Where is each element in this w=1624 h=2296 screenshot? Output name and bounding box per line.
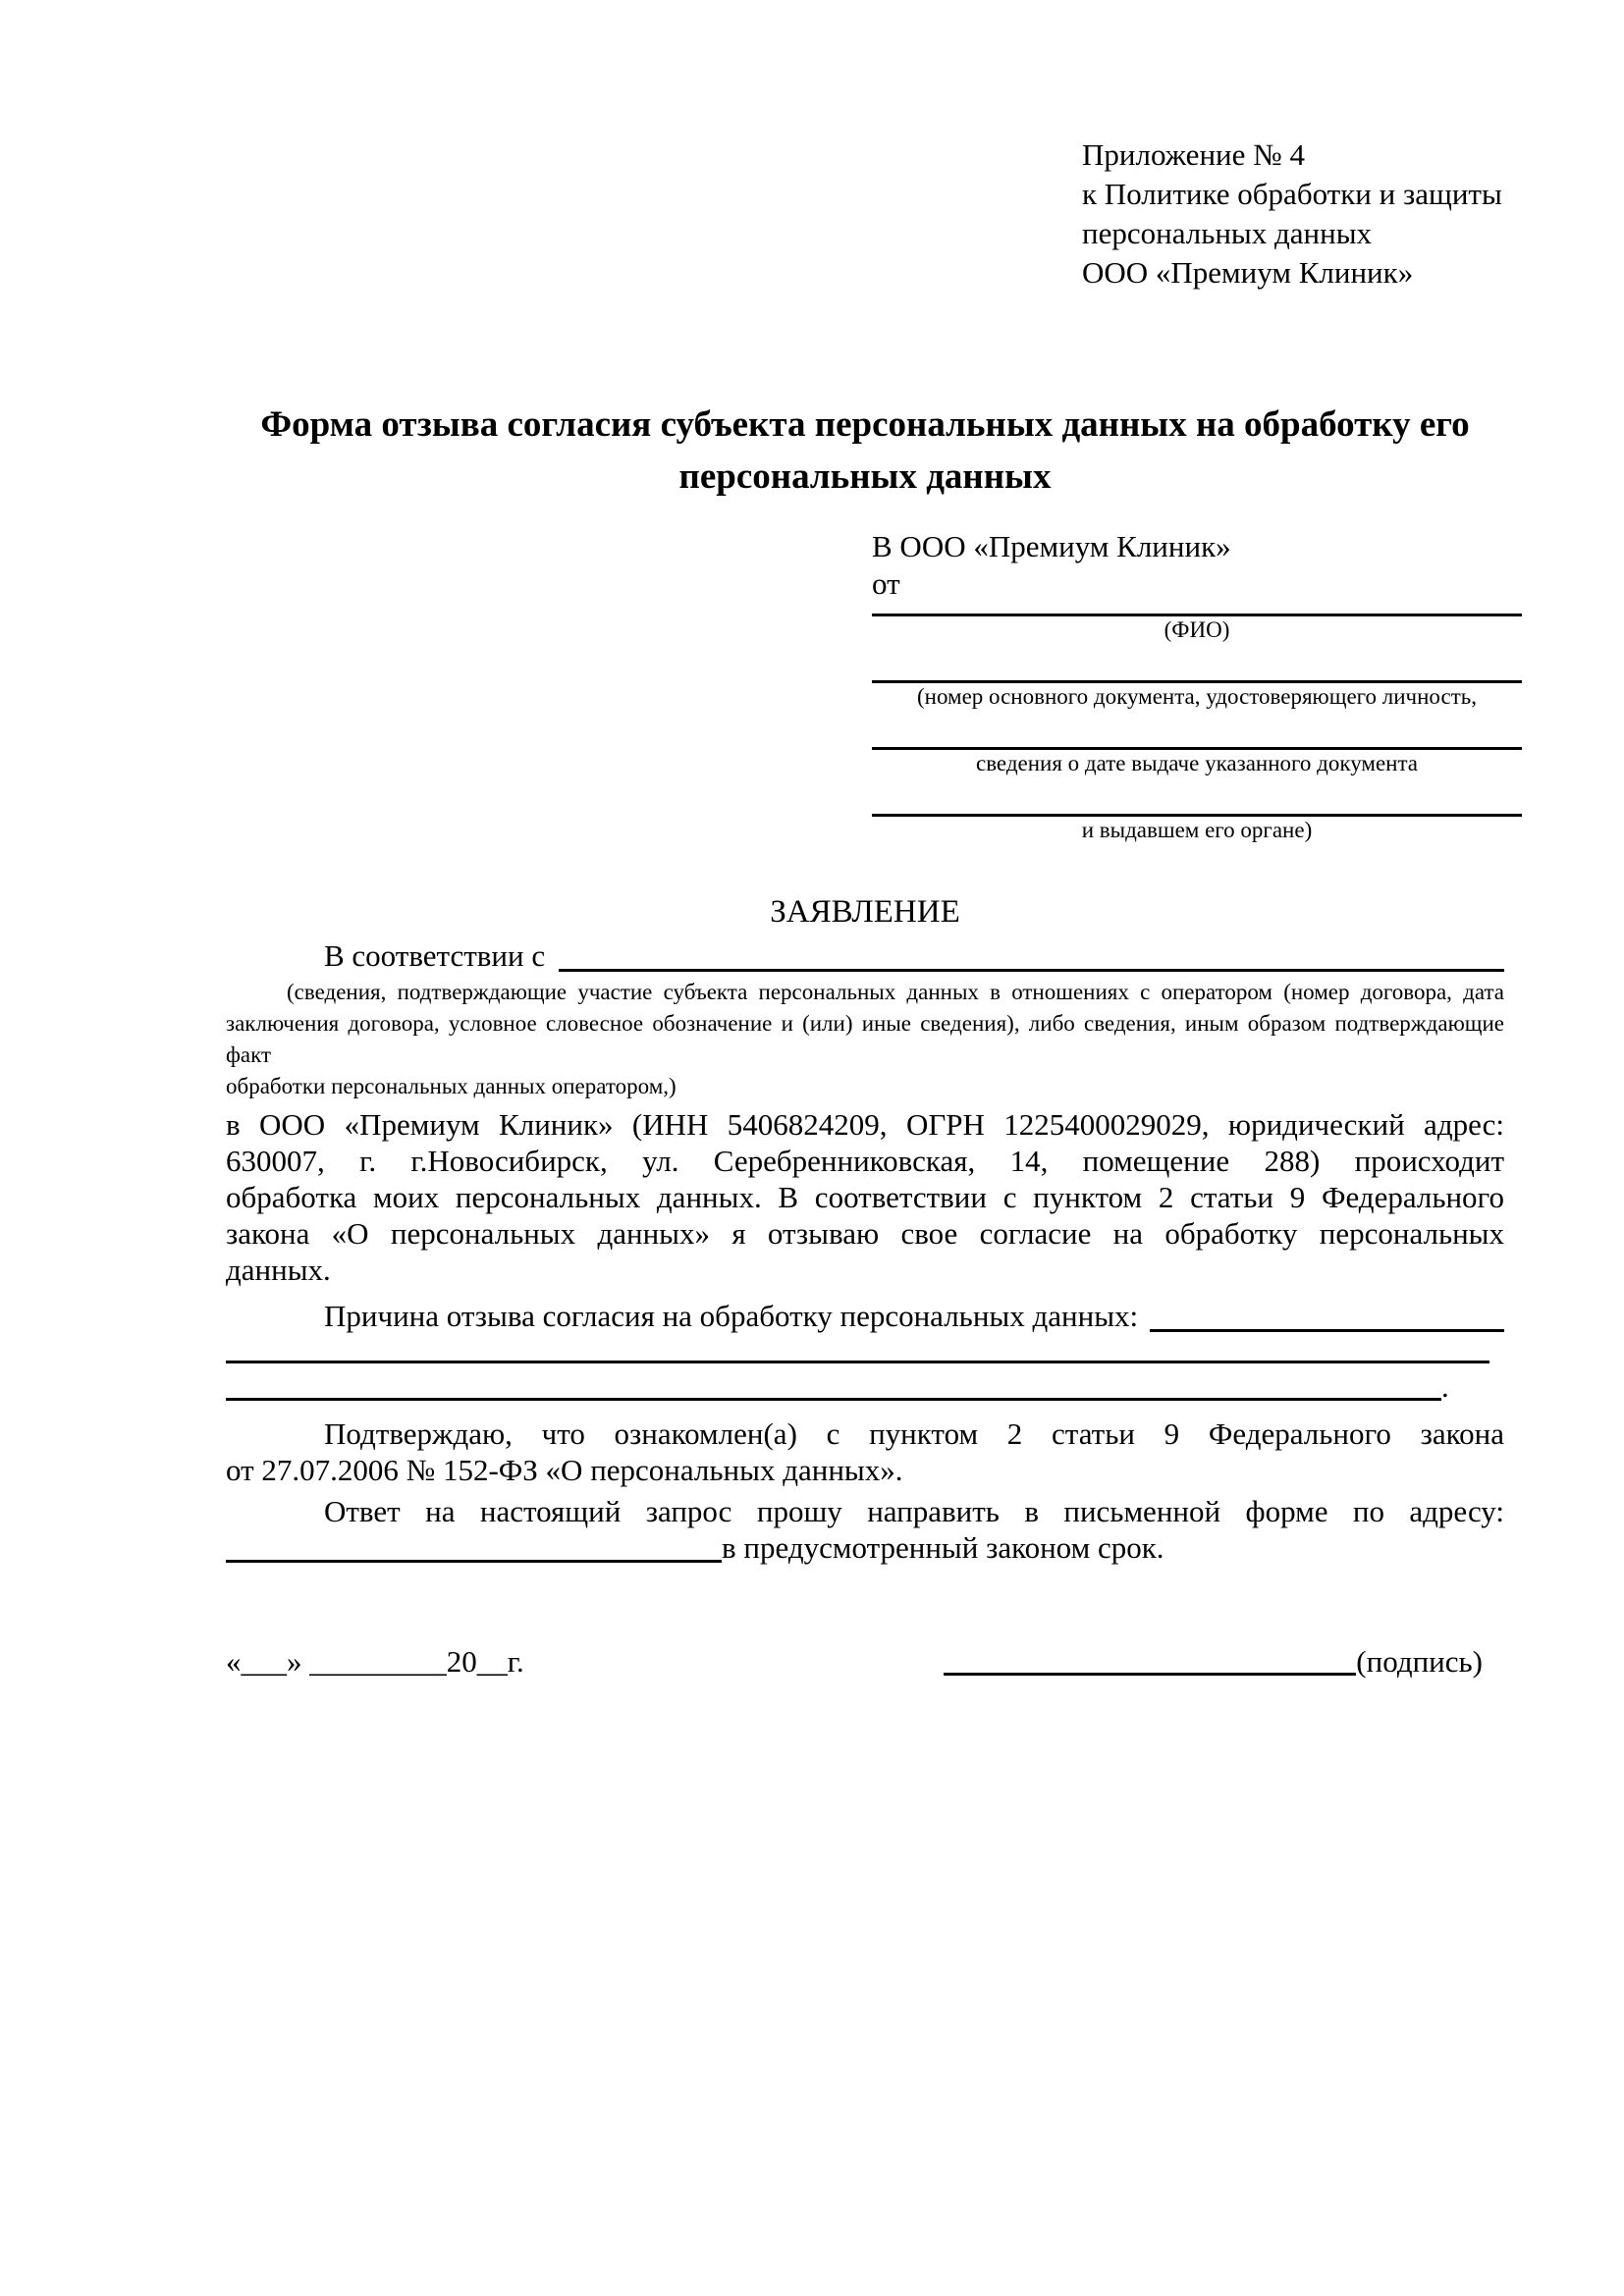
issue-date-caption: сведения о дате выдаче указанного документа — [975, 751, 1419, 775]
accordance-input-line[interactable] — [559, 937, 1504, 972]
response-request-line: Ответ на настоящий запрос прошу направить в письменной форме по адресу: — [324, 1494, 1504, 1528]
appendix-note-line: Приложение № 4 — [1082, 137, 1305, 172]
date-input-line[interactable]: «___» _________20__г. — [226, 1644, 524, 1679]
confirmation-line: Подтверждаю, что ознакомлен(а) с пунктом 2 статьи 9 Федерального закона — [324, 1416, 1504, 1451]
accordance-prefix: В соответствии с — [324, 938, 546, 973]
document-title: Форма отзыва согласия субъекта персональных данных на обработку его персональных данных — [260, 404, 1470, 497]
accordance-line — [226, 937, 1504, 975]
addressee-to: В ООО «Премиум Клиник» — [872, 529, 1231, 563]
intro-note-line: (сведения, подтверждающие участие субъекта персональных данных в отношениях с оператором (номер договора, дата — [287, 980, 1504, 1004]
statement-body — [226, 1106, 1504, 1288]
statement-body-line: в ООО «Премиум Клиник» (ИНН 5406824209, ОГРН 1225400029029, юридический адрес: — [226, 1107, 1504, 1142]
reason-input-line[interactable] — [1150, 1298, 1504, 1332]
reason-continuation-row — [226, 1367, 1504, 1404]
appendix-note-line: к Политике обработки и защиты — [1082, 177, 1502, 211]
signature-group — [944, 1642, 1483, 1681]
appendix-note — [1082, 135, 1504, 293]
response-address-input-line[interactable] — [226, 1529, 722, 1563]
statement-body-line: обработка моих персональных данных. В соответствии с пунктом 2 статьи 9 Федерального — [226, 1180, 1504, 1214]
intro-note — [226, 977, 1504, 1102]
issue-date-input-line[interactable] — [872, 710, 1522, 750]
statement-body-line: данных. — [226, 1253, 331, 1287]
appendix-note-line: ООО «Премиум Клиник» — [1082, 255, 1414, 290]
intro-note-line: обработки персональных данных оператором,) — [226, 1074, 677, 1098]
document-number-input-line[interactable] — [872, 643, 1522, 683]
signature-caption: (подпись) — [1356, 1644, 1483, 1679]
appendix-note-line: персональных данных — [1082, 216, 1373, 250]
statement-body-line: закона «О персональных данных» я отзываю свое согласие на обработку персональных — [226, 1216, 1504, 1251]
confirmation-line: от 27.07.2006 № 152-ФЗ «О персональных данных». — [226, 1453, 903, 1487]
document-content — [226, 0, 1504, 1681]
response-paragraph — [226, 1493, 1504, 1566]
statement-body-line: 630007, г. г.Новосибирск, ул. Серебренниковская, 14, помещение 288) происходит — [226, 1144, 1504, 1178]
response-deadline-text: в предусмотренный законом срок. — [722, 1530, 1164, 1565]
reason-label: Причина отзыва согласия на обработку персональных данных: — [324, 1299, 1139, 1333]
response-address-row — [226, 1529, 1504, 1566]
fio-caption: (ФИО) — [1164, 617, 1230, 642]
intro-note-line: заключения договора, условное словесное обозначение и (или) иные сведения), либо сведения, иным образом подтверждающие факт — [226, 1011, 1504, 1067]
reason-continuation-line-2[interactable] — [226, 1367, 1441, 1401]
addressee-from-label: от — [872, 566, 900, 601]
issuing-authority-input-line[interactable] — [872, 776, 1522, 817]
reason-line — [226, 1298, 1504, 1335]
statement-heading: ЗАЯВЛЕНИЕ — [770, 894, 960, 930]
signature-row — [226, 1642, 1504, 1681]
confirmation-paragraph — [226, 1415, 1504, 1488]
fio-input-line[interactable] — [872, 603, 1522, 616]
reason-continuation-line-1[interactable] — [226, 1361, 1489, 1363]
signature-input-line[interactable] — [944, 1642, 1356, 1676]
issuing-authority-caption: и выдавшем его органе) — [1081, 818, 1313, 842]
addressee-block — [872, 528, 1522, 843]
document-number-caption: (номер основного документа, удостоверяющего личность, — [916, 684, 1477, 709]
reason-period: . — [1441, 1369, 1449, 1404]
